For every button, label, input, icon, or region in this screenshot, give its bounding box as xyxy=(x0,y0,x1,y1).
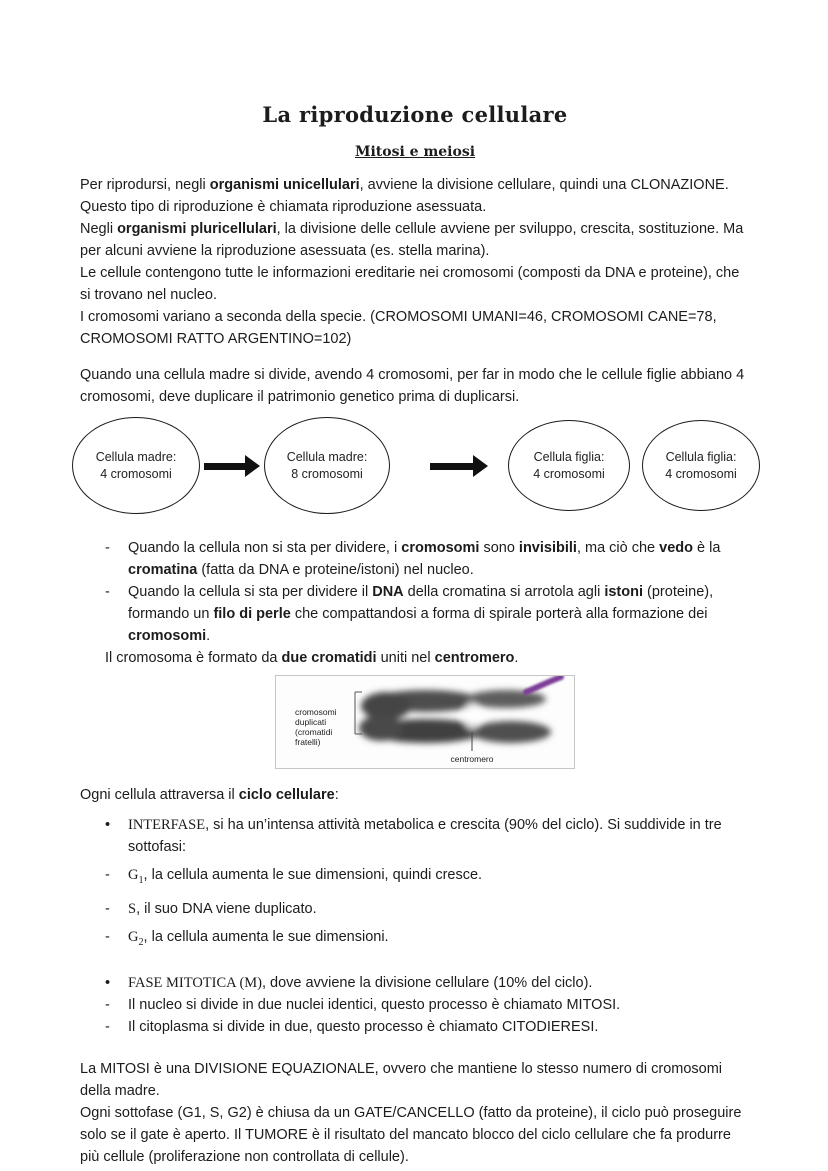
paragraph-unicellulari: Per riprodursi, negli organismi unicellulari, avviene la divisione cellulare, quindi una CLONAZIONE. Questo tipo di riproduzione è chiamata riproduzione asessuata. xyxy=(80,177,729,215)
cell-division-diagram xyxy=(80,415,750,521)
list-item-citodieresi xyxy=(105,1016,750,1038)
dash-marker: - xyxy=(105,540,110,556)
paragraph-divisione-equazionale: La MITOSI è una DIVISIONE EQUAZIONALE, ovvero che mantiene lo stesso numero di cromosomi della madre. xyxy=(80,1060,723,1099)
cell-label-line1: Cellula figlia: xyxy=(533,449,605,464)
page-subtitle: Mitosi e meiosi xyxy=(354,144,476,160)
cell-madre-8-ellipse xyxy=(264,417,390,514)
dash-marker: - xyxy=(105,996,110,1013)
figure-label: (cromatidi xyxy=(295,727,333,737)
dash-marker: - xyxy=(105,928,110,945)
list-item-g1 xyxy=(105,864,750,892)
figure-label: duplicati xyxy=(295,717,327,727)
cell-madre-4-ellipse xyxy=(72,417,200,514)
centromere-label: centromero xyxy=(450,754,494,764)
paragraph-numero-cromosomi-specie: I cromosomi variano a seconda della specie. (CROMOSOMI UMANI=46, CROMOSOMI CANE=78, CROMOSOMI RATTO ARGENTINO=102) xyxy=(80,309,717,347)
dash-marker: - xyxy=(105,584,110,600)
dash-marker: - xyxy=(105,1018,110,1035)
closing-section xyxy=(80,1058,750,1168)
list-item-text: Il citoplasma si divide in due, questo processo è chiamato CITODIERESI. xyxy=(128,1018,599,1035)
arrow-right-icon xyxy=(204,455,260,477)
cell-label-line1: Cellula madre: xyxy=(286,449,368,464)
paragraph-cromatidi-centromero: Il cromosoma è formato da due cromatidi uniti nel centromero. xyxy=(105,650,519,666)
list-item xyxy=(105,537,750,581)
list-item-s xyxy=(105,898,750,920)
list-item-mitosi xyxy=(105,994,750,1016)
paragraph-pluricellulari: Negli organismi pluricellulari, la divisione delle cellule avviene per sviluppo, crescita, sostituzione. Ma per alcuni avviene la riproduzione asessuata (es. stella marina). xyxy=(80,221,744,259)
intro-section xyxy=(80,174,750,350)
arrow-bar xyxy=(430,463,474,470)
chromosome-tail xyxy=(526,677,561,692)
arrow-right-icon xyxy=(430,455,488,477)
cell-label-line2: 8 cromosomi xyxy=(291,466,363,481)
cell-label-line2: 4 cromosomi xyxy=(665,466,737,481)
list-item-text: INTERFASE, si ha un’intensa attività metabolica e crescita (90% del ciclo). Si suddivide in tre sottofasi: xyxy=(128,817,722,855)
page-title: La riproduzione cellulare xyxy=(262,102,568,127)
list-item-text: FASE MITOTICA (M), dove avviene la divisione cellulare (10% del ciclo). xyxy=(128,974,593,991)
chromosome-figure xyxy=(275,675,575,769)
dash-marker: - xyxy=(105,900,110,917)
bullet-marker: • xyxy=(105,817,111,833)
chromatin-list xyxy=(80,537,750,669)
figure-label: cromosomi xyxy=(295,707,337,717)
cell-label-line2: 4 cromosomi xyxy=(100,466,172,481)
arrow-head xyxy=(473,455,488,477)
list-item-text: $G_2$, la cellula aumenta le sue dimensioni. xyxy=(128,928,389,948)
cell-figlia-2-ellipse xyxy=(642,420,760,511)
paragraph-informazioni-ereditarie: Le cellule contengono tutte le informazioni ereditarie nei cromosomi (composti da DNA e proteine), che si trovano nel nucleo. xyxy=(80,265,740,303)
list-item-text: S, il suo DNA viene duplicato. xyxy=(128,900,317,917)
paragraph-gate-tumore: Ogni sottofase (G1, S, G2) è chiusa da un GATE/CANCELLO (fatto da proteine), il ciclo può proseguire solo se il gate è aperto. Il TUMORE è il risultato del mancato blocco del ciclo cellulare che fa produrre più cellule (proliferazione non controllata di cellule). xyxy=(80,1104,742,1165)
arrow-bar xyxy=(204,463,246,470)
cell-label-line1: Cellula figlia: xyxy=(665,449,737,464)
list-item-g2 xyxy=(105,926,750,954)
list-item-interfase xyxy=(105,814,750,858)
arrow-head xyxy=(245,455,260,477)
bullet-marker: • xyxy=(105,974,111,991)
cell-label-line2: 4 cromosomi xyxy=(533,466,605,481)
dash-marker: - xyxy=(105,867,110,883)
cycle-heading: Ogni cellula attraversa il ciclo cellulare: xyxy=(80,787,339,803)
chromosome-image xyxy=(276,676,574,768)
chromosome-body xyxy=(359,690,551,743)
cell-label-line1: Cellula madre: xyxy=(95,449,177,464)
list-item-text: Il nucleo si divide in due nuclei identici, questo processo è chiamato MITOSI. xyxy=(128,996,621,1013)
list-item-text: Quando la cellula non si sta per dividere, i cromosomi sono invisibili, ma ciò che vedo è la cromatina (fatta da DNA e proteine/istoni) nel nucleo. xyxy=(128,540,721,578)
paragraph-duplicazione: Quando una cellula madre si divide, avendo 4 cromosomi, per far in modo che le cellule figlie abbiano 4 cromosomi, deve duplicare il patrimonio genetico prima di duplicarsi. xyxy=(80,367,745,405)
list-item-text: Quando la cellula si sta per dividere il DNA della cromatina si arrotola agli istoni (proteine), formando un filo di perle che compattandosi a forma di spirale porterà alla formazione dei cromosomi. xyxy=(128,584,714,644)
list-item-text: $G_1$, la cellula aumenta le sue dimensioni, quindi cresce. xyxy=(128,867,483,886)
list-item-fase-mitotica xyxy=(105,972,750,994)
cell-figlia-1-ellipse xyxy=(508,420,630,511)
figure-label: fratelli) xyxy=(295,737,321,747)
list-item xyxy=(105,581,750,647)
